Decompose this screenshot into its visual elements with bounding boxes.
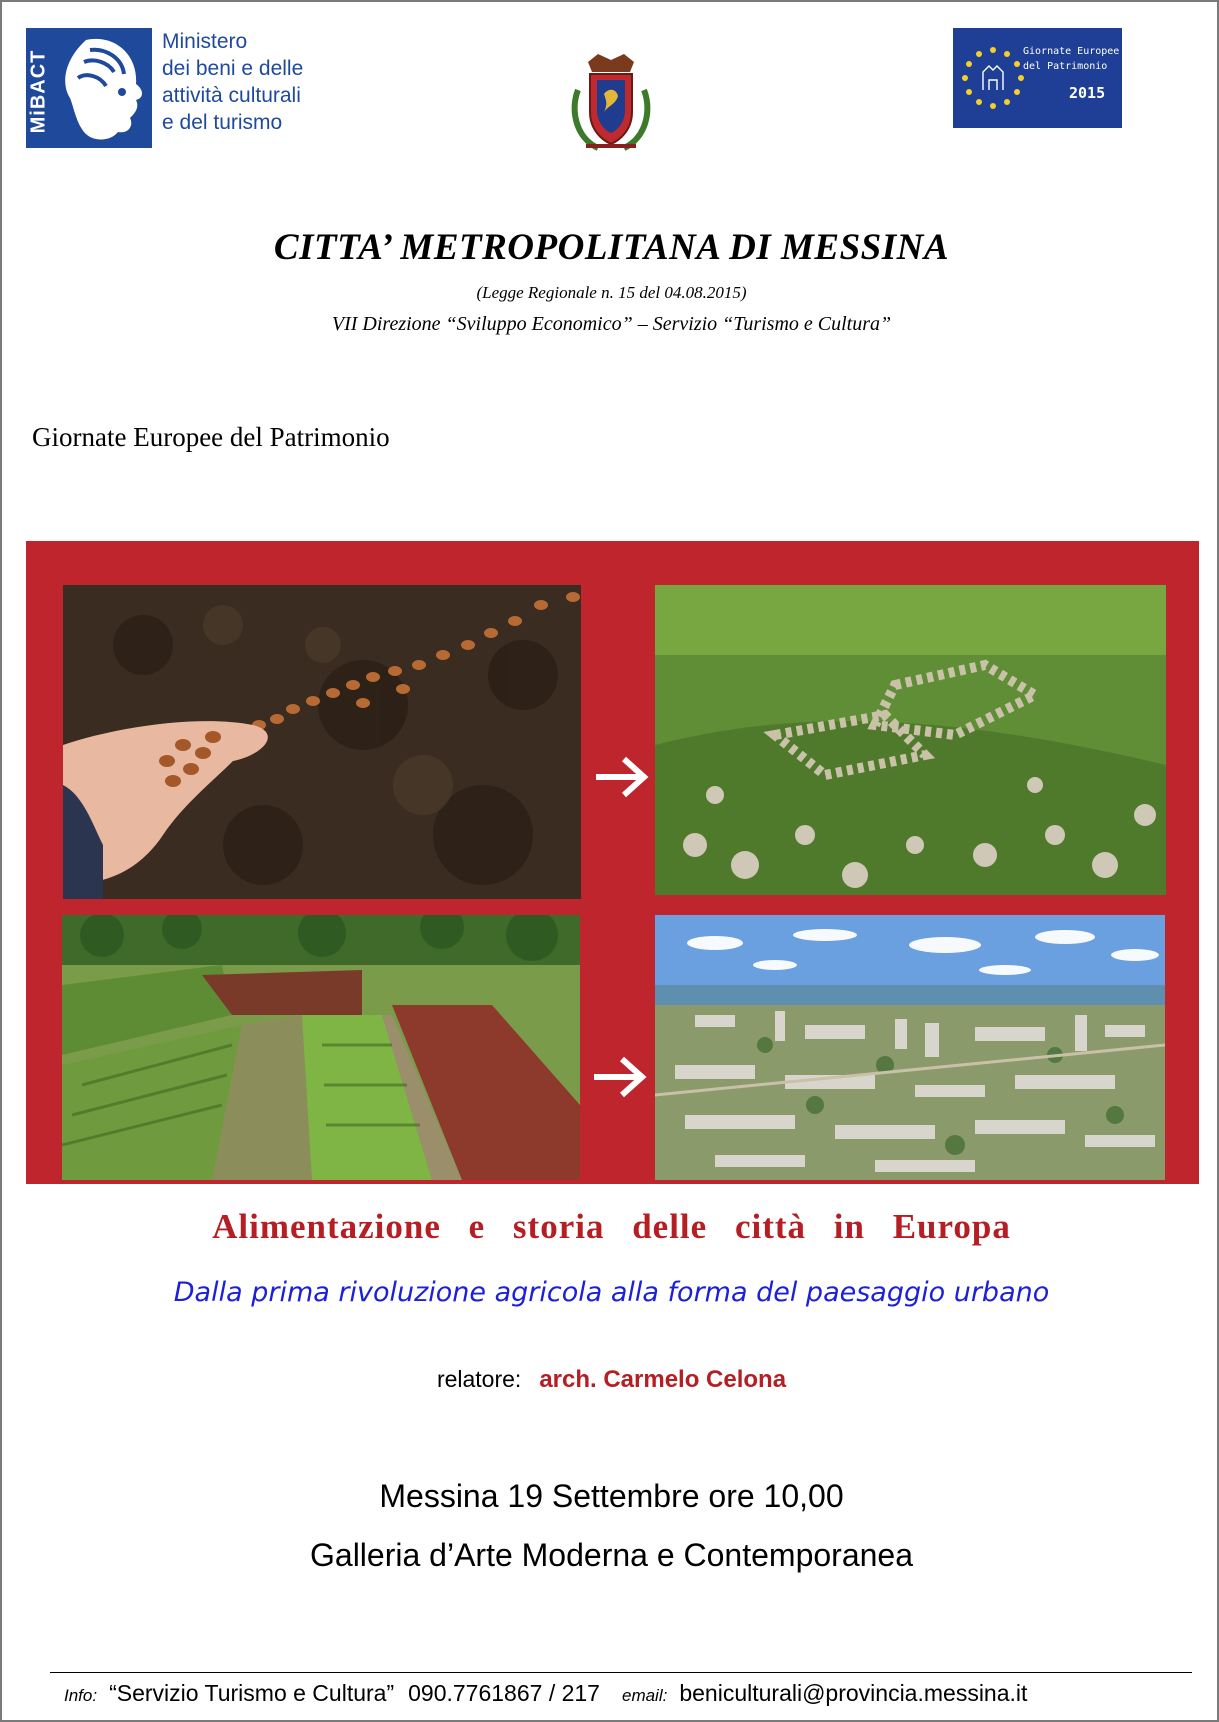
footer-divider — [50, 1672, 1192, 1673]
photo-seeds-in-soil — [63, 585, 581, 899]
mibact-logo — [26, 28, 152, 148]
phone-number: 090.7761867 / 217 — [408, 1680, 600, 1706]
direction-line: VII Direzione “Sviluppo Economico” – Servizio “Turismo e Cultura” — [331, 313, 892, 335]
footer-contact — [64, 1680, 1027, 1707]
gep-title-line: del Patrimonio — [1023, 61, 1108, 72]
ministry-line: attività culturali — [162, 84, 301, 107]
mibact-acronym: MiBACT — [27, 49, 50, 134]
photo-panel — [26, 541, 1199, 1184]
ministry-line: e del turismo — [162, 111, 283, 134]
service-name: “Servizio Turismo e Cultura” — [109, 1680, 395, 1706]
event-heading: Giornate Europee del Patrimonio — [32, 422, 390, 452]
page-title: CITTA’ METROPOLITANA DI MESSINA — [273, 227, 950, 268]
photo-ancient-ruins — [655, 585, 1166, 895]
speaker-line — [2, 1366, 1219, 1394]
lecture-subtitle: Dalla prima rivoluzione agricola alla forma del paesaggio urbano — [173, 1277, 1050, 1308]
gep-title-line: Giornate Europee — [1023, 46, 1120, 57]
email-address: beniculturali@provincia.messina.it — [679, 1680, 1028, 1706]
event-datetime: Messina 19 Settembre ore 10,00 — [379, 1478, 844, 1514]
speaker-name: arch. Carmelo Celona — [539, 1366, 787, 1393]
law-reference: (Legge Regionale n. 15 del 04.08.2015) — [476, 283, 747, 302]
arrow-right-icon — [594, 753, 652, 801]
event-venue: Galleria d’Arte Moderna e Contemporanea — [310, 1537, 913, 1573]
arrow-right-icon — [592, 1053, 650, 1101]
email-label: email: — [621, 1686, 668, 1705]
photo-city-aerial — [655, 915, 1165, 1180]
ministry-line: dei beni e delle — [162, 57, 304, 80]
info-label: Info: — [64, 1686, 98, 1705]
coat-of-arms-icon — [568, 50, 654, 154]
ministry-line: Ministero — [162, 30, 248, 53]
giornate-europee-logo — [953, 28, 1122, 128]
lecture-title: Alimentazione e storia delle città in Europa — [212, 1207, 1011, 1246]
gep-year: 2015 — [1069, 84, 1106, 102]
photo-vegetable-field — [62, 915, 580, 1180]
speaker-label: relatore: — [436, 1366, 522, 1392]
eu-stars-icon — [957, 42, 1029, 114]
ministry-name — [162, 28, 303, 136]
